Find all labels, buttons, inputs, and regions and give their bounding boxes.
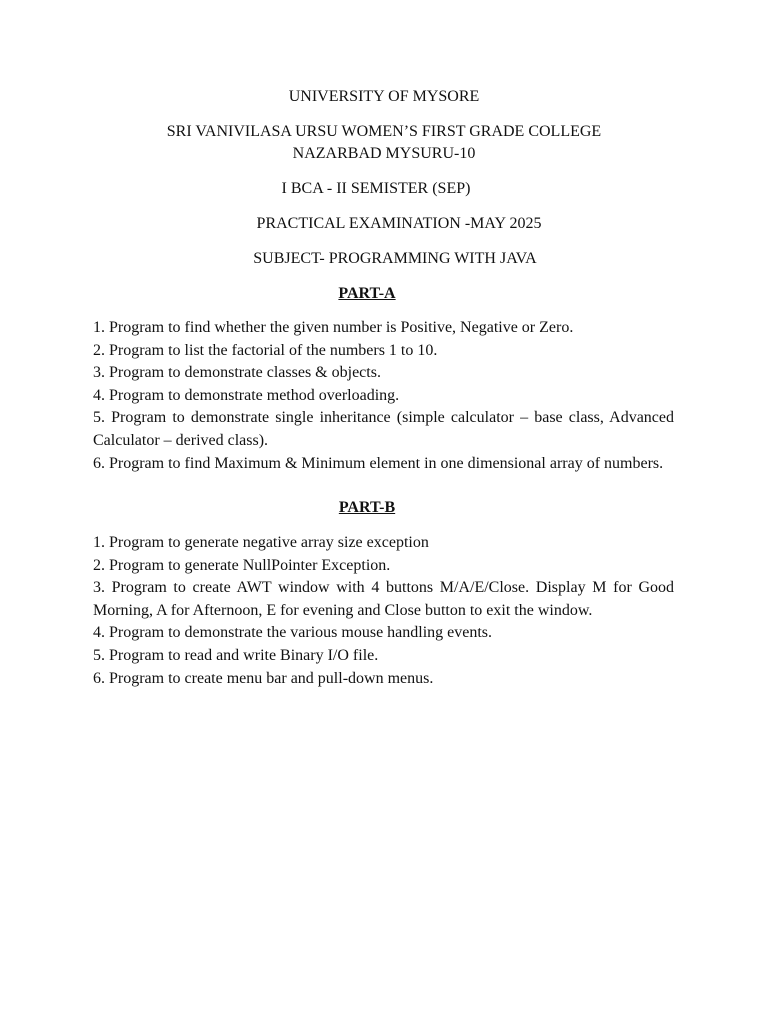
part-a-item: 3. Program to demonstrate classes & objects. — [93, 364, 381, 382]
part-b-list — [93, 532, 674, 690]
part-a-item: 6. Program to find Maximum & Minimum element in one dimensional array of numbers. — [93, 454, 664, 472]
subject-title: SUBJECT- PROGRAMMING WITH JAVA — [253, 250, 537, 267]
part-b-item: 3. Program to create AWT window with 4 buttons M/A/E/Close. Display M for Good Morning, A for Afternoon, E for evening and Close button to exit the window. — [93, 579, 674, 619]
college-name-line1: SRI VANIVILASA URSU WOMEN’S FIRST GRADE COLLEGE — [166, 123, 602, 140]
part-b-item: 5. Program to read and write Binary I/O file. — [93, 646, 379, 664]
part-a-heading: PART-A — [338, 285, 396, 302]
part-b-heading: PART-B — [338, 499, 396, 516]
part-b-item: 1. Program to generate negative array size exception — [93, 534, 429, 551]
part-a-item: 5. Program to demonstrate single inheritance (simple calculator – base class, Advanced Calculator – derived class). — [93, 409, 674, 449]
part-a-item: 4. Program to demonstrate method overloading. — [93, 386, 400, 404]
part-a-item: 2. Program to list the factorial of the numbers 1 to 10. — [93, 341, 438, 359]
part-b-item: 2. Program to generate NullPointer Exception. — [93, 556, 391, 574]
part-b-item: 6. Program to create menu bar and pull-down menus. — [93, 669, 434, 687]
course-title: I BCA - II SEMISTER (SEP) — [281, 180, 471, 197]
university-title: UNIVERSITY OF MYSORE — [288, 88, 480, 105]
college-name-line2: NAZARBAD MYSURU-10 — [292, 145, 476, 162]
part-b-item: 4. Program to demonstrate the various mouse handling events. — [93, 624, 493, 642]
part-a-item: 1. Program to find whether the given number is Positive, Negative or Zero. — [93, 319, 574, 336]
exam-title: PRACTICAL EXAMINATION -MAY 2025 — [256, 215, 542, 232]
part-a-list — [93, 317, 674, 475]
